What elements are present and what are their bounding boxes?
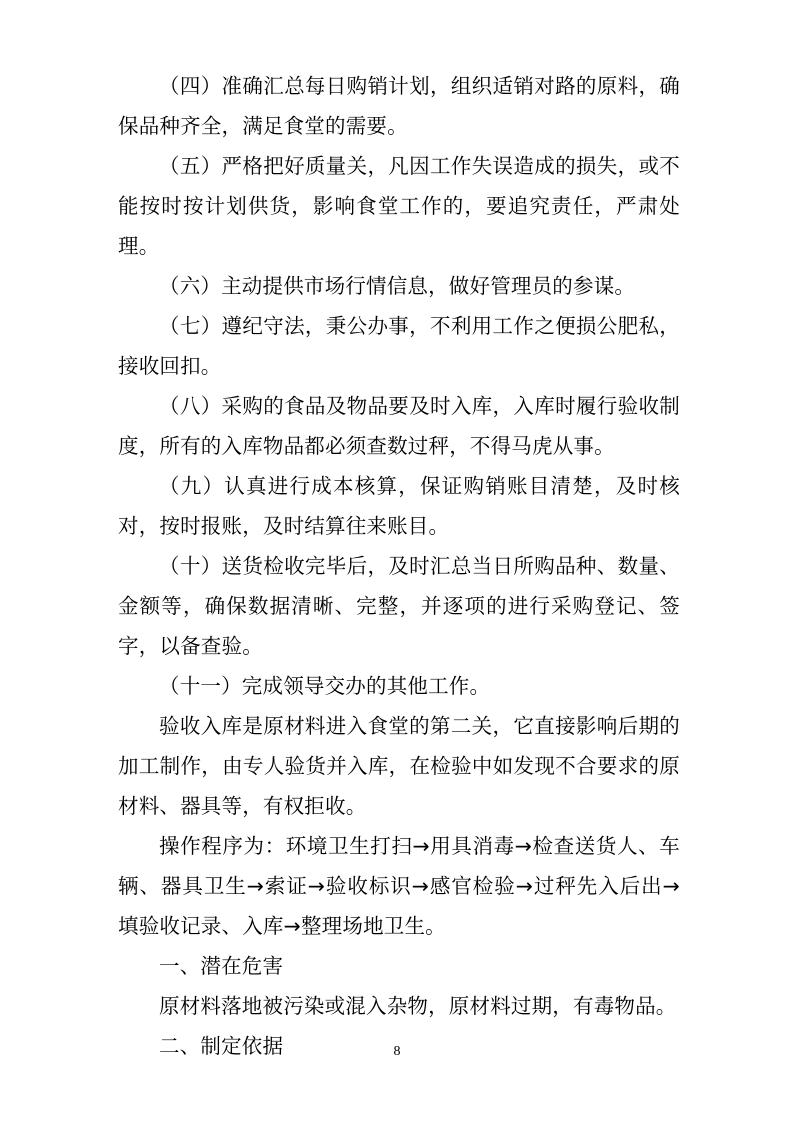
paragraph: （八）采购的食品及物品要及时入库，入库时履行验收制度，所有的入库物品都必须查数过秤，不得马虎从事。 [118,394,680,458]
paragraph: （四）准确汇总每日购销计划，组织适销对路的原料，确保品种齐全，满足食堂的需要。 [118,74,680,138]
paragraph: （五）严格把好质量关，凡因工作失误造成的损失，或不能按时按计划供货，影响食堂工作的，要追究责任，严肃处理。 [118,154,680,258]
paragraph: （六）主动提供市场行情信息，做好管理员的参谋。 [159,274,636,298]
paragraph: 二、制定依据 [159,1034,284,1058]
paragraph: 原材料落地被污染或混入杂物，原材料过期，有毒物品。 [159,994,677,1018]
paragraph: （九）认真进行成本核算，保证购销账目清楚，及时核对，按时报账，及时结算往来账目。 [118,474,680,538]
paragraph: 一、潜在危害 [159,954,284,978]
page-number: 8 [393,1044,401,1059]
paragraph: （十一）完成领导交办的其他工作。 [159,674,491,698]
paragraph: （十）送货检收完毕后，及时汇总当日所购品种、数量、金额等，确保数据清晰、完整，并逐项的进行采购登记、签字，以备查验。 [118,554,680,658]
paragraph: （七）遵纪守法，秉公办事，不利用工作之便损公肥私，接收回扣。 [118,314,680,378]
paragraph: 操作程序为：环境卫生打扫→用具消毒→检查送货人、车辆、器具卫生→索证→验收标识→感官检验→过秤先入后出→填验收记录、入库→整理场地卫生。 [118,834,680,938]
paragraph: 验收入库是原材料进入食堂的第二关，它直接影响后期的加工制作，由专人验货并入库，在检验中如发现不合要求的原材料、器具等，有权拒收。 [118,714,680,818]
document-body [118,66,680,1066]
